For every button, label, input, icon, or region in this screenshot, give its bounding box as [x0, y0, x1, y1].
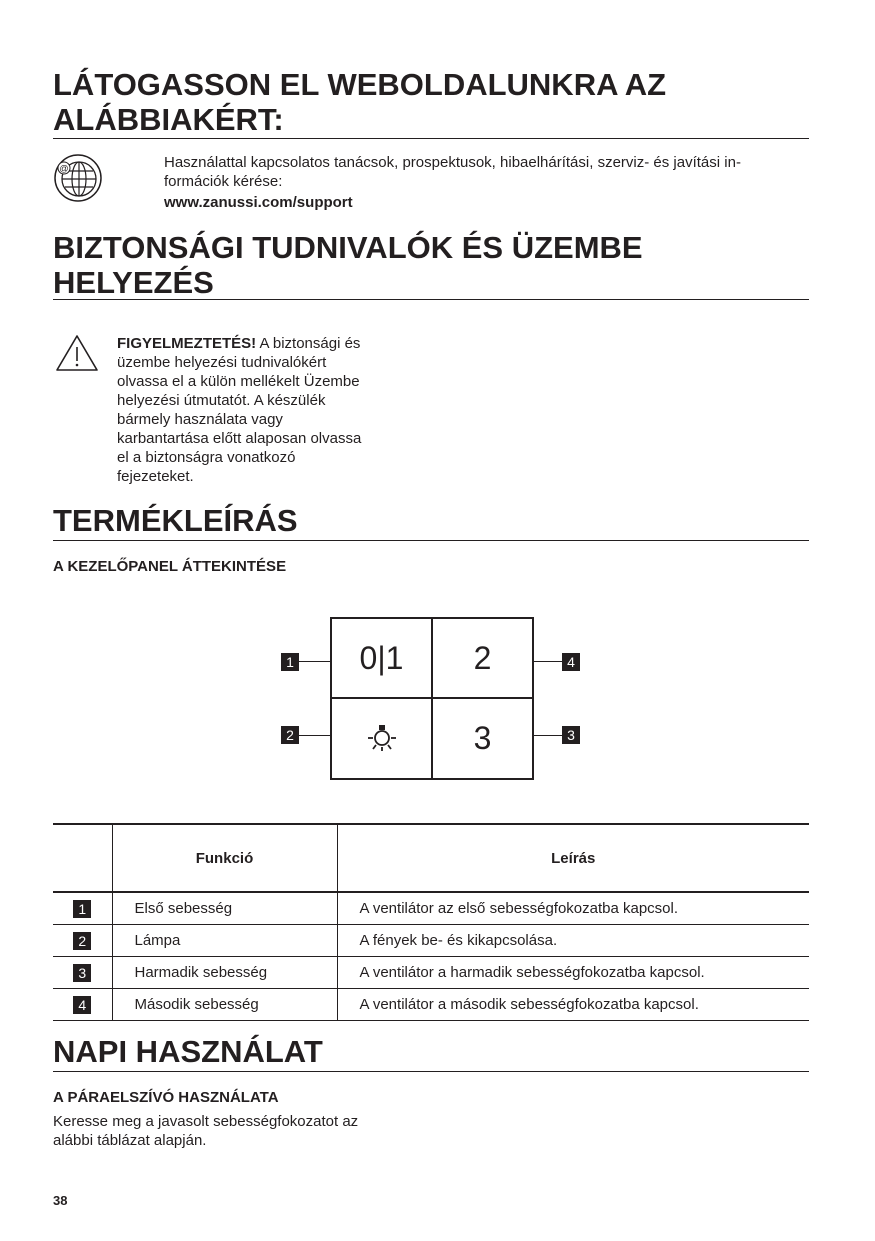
divider — [53, 1071, 809, 1072]
row-description: A ventilátor a harmadik sebességfokozatba kapcsol. — [359, 964, 705, 981]
key-on-off-speed1[interactable]: 0|1 — [359, 639, 404, 676]
row-function: Lámpa — [112, 925, 337, 957]
callout-2: 2 — [281, 726, 299, 744]
callout-leader — [532, 735, 562, 736]
callout-leader — [532, 661, 562, 662]
header-function: Funkció — [112, 824, 337, 892]
divider — [53, 540, 809, 541]
header-description: Leírás — [551, 849, 596, 867]
page-number: 38 — [53, 1193, 68, 1208]
divider — [53, 138, 809, 139]
callout-1: 1 — [281, 653, 299, 671]
hood-usage-subheading: A PÁRAELSZÍVÓ HASZNÁLATA — [53, 1089, 279, 1106]
support-info-text: Használattal kapcsolatos tanácsok, prospektusok, hibaelhárítási, szerviz- és javítási in- formációk kérése: — [164, 154, 741, 190]
row-number: 2 — [73, 932, 91, 950]
warning-text: FIGYELMEZTETÉS! A biztonsági és üzembe helyezési tudnivalókért olvassa el a külön mellékelt Üzembe helyezési útmutatót. A készülék bármely használata vagy karbantartása előtt alaposan olvassa el a biztonságra vonatkozó fejezeteket. — [117, 335, 362, 485]
website-heading: LÁTOGASSON EL WEBOLDALUNKRA AZ ALÁBBIAKÉRT: — [53, 67, 667, 137]
daily-use-heading: NAPI HASZNÁLAT — [53, 1034, 323, 1069]
row-number: 1 — [73, 900, 91, 918]
table-row — [53, 925, 809, 957]
control-panel-diagram — [330, 617, 534, 780]
callout-4: 4 — [562, 653, 580, 671]
safety-heading: BIZTONSÁGI TUDNIVALÓK ÉS ÜZEMBE HELYEZÉS — [53, 230, 643, 300]
key-lamp[interactable] — [332, 699, 431, 777]
row-number: 4 — [73, 996, 91, 1014]
table-row — [53, 892, 809, 925]
row-description: A fények be- és kikapcsolása. — [359, 932, 558, 949]
globe-icon — [53, 153, 103, 203]
callout-leader — [299, 661, 330, 662]
row-number: 3 — [73, 964, 91, 982]
svg-text:@: @ — [59, 163, 69, 174]
product-description-heading: TERMÉKLEÍRÁS — [53, 503, 298, 538]
row-function: Harmadik sebesség — [112, 957, 337, 989]
warning-label: FIGYELMEZTETÉS! — [117, 335, 257, 352]
table-row — [53, 957, 809, 989]
key-speed2[interactable]: 2 — [473, 639, 492, 676]
function-table — [53, 823, 809, 1021]
row-function: Első sebesség — [112, 892, 337, 925]
divider — [53, 299, 809, 300]
table-row — [53, 989, 809, 1021]
callout-3: 3 — [562, 726, 580, 744]
row-description: A ventilátor a második sebességfokozatba kapcsol. — [359, 996, 699, 1013]
key-speed3[interactable]: 3 — [473, 719, 492, 756]
row-function: Második sebesség — [112, 989, 337, 1021]
control-panel-subheading: A KEZELŐPANEL ÁTTEKINTÉSE — [53, 558, 287, 575]
lamp-icon — [367, 723, 397, 753]
hood-usage-text: Keresse meg a javasolt sebességfokozatot az alábbi táblázat alapján. — [53, 1113, 359, 1149]
header-number — [53, 824, 112, 892]
table-header-row — [53, 824, 809, 892]
warning-icon — [55, 334, 99, 372]
support-url-link[interactable]: www.zanussi.com/support — [164, 194, 353, 211]
callout-leader — [299, 735, 330, 736]
row-description: A ventilátor az első sebességfokozatba kapcsol. — [359, 900, 679, 917]
